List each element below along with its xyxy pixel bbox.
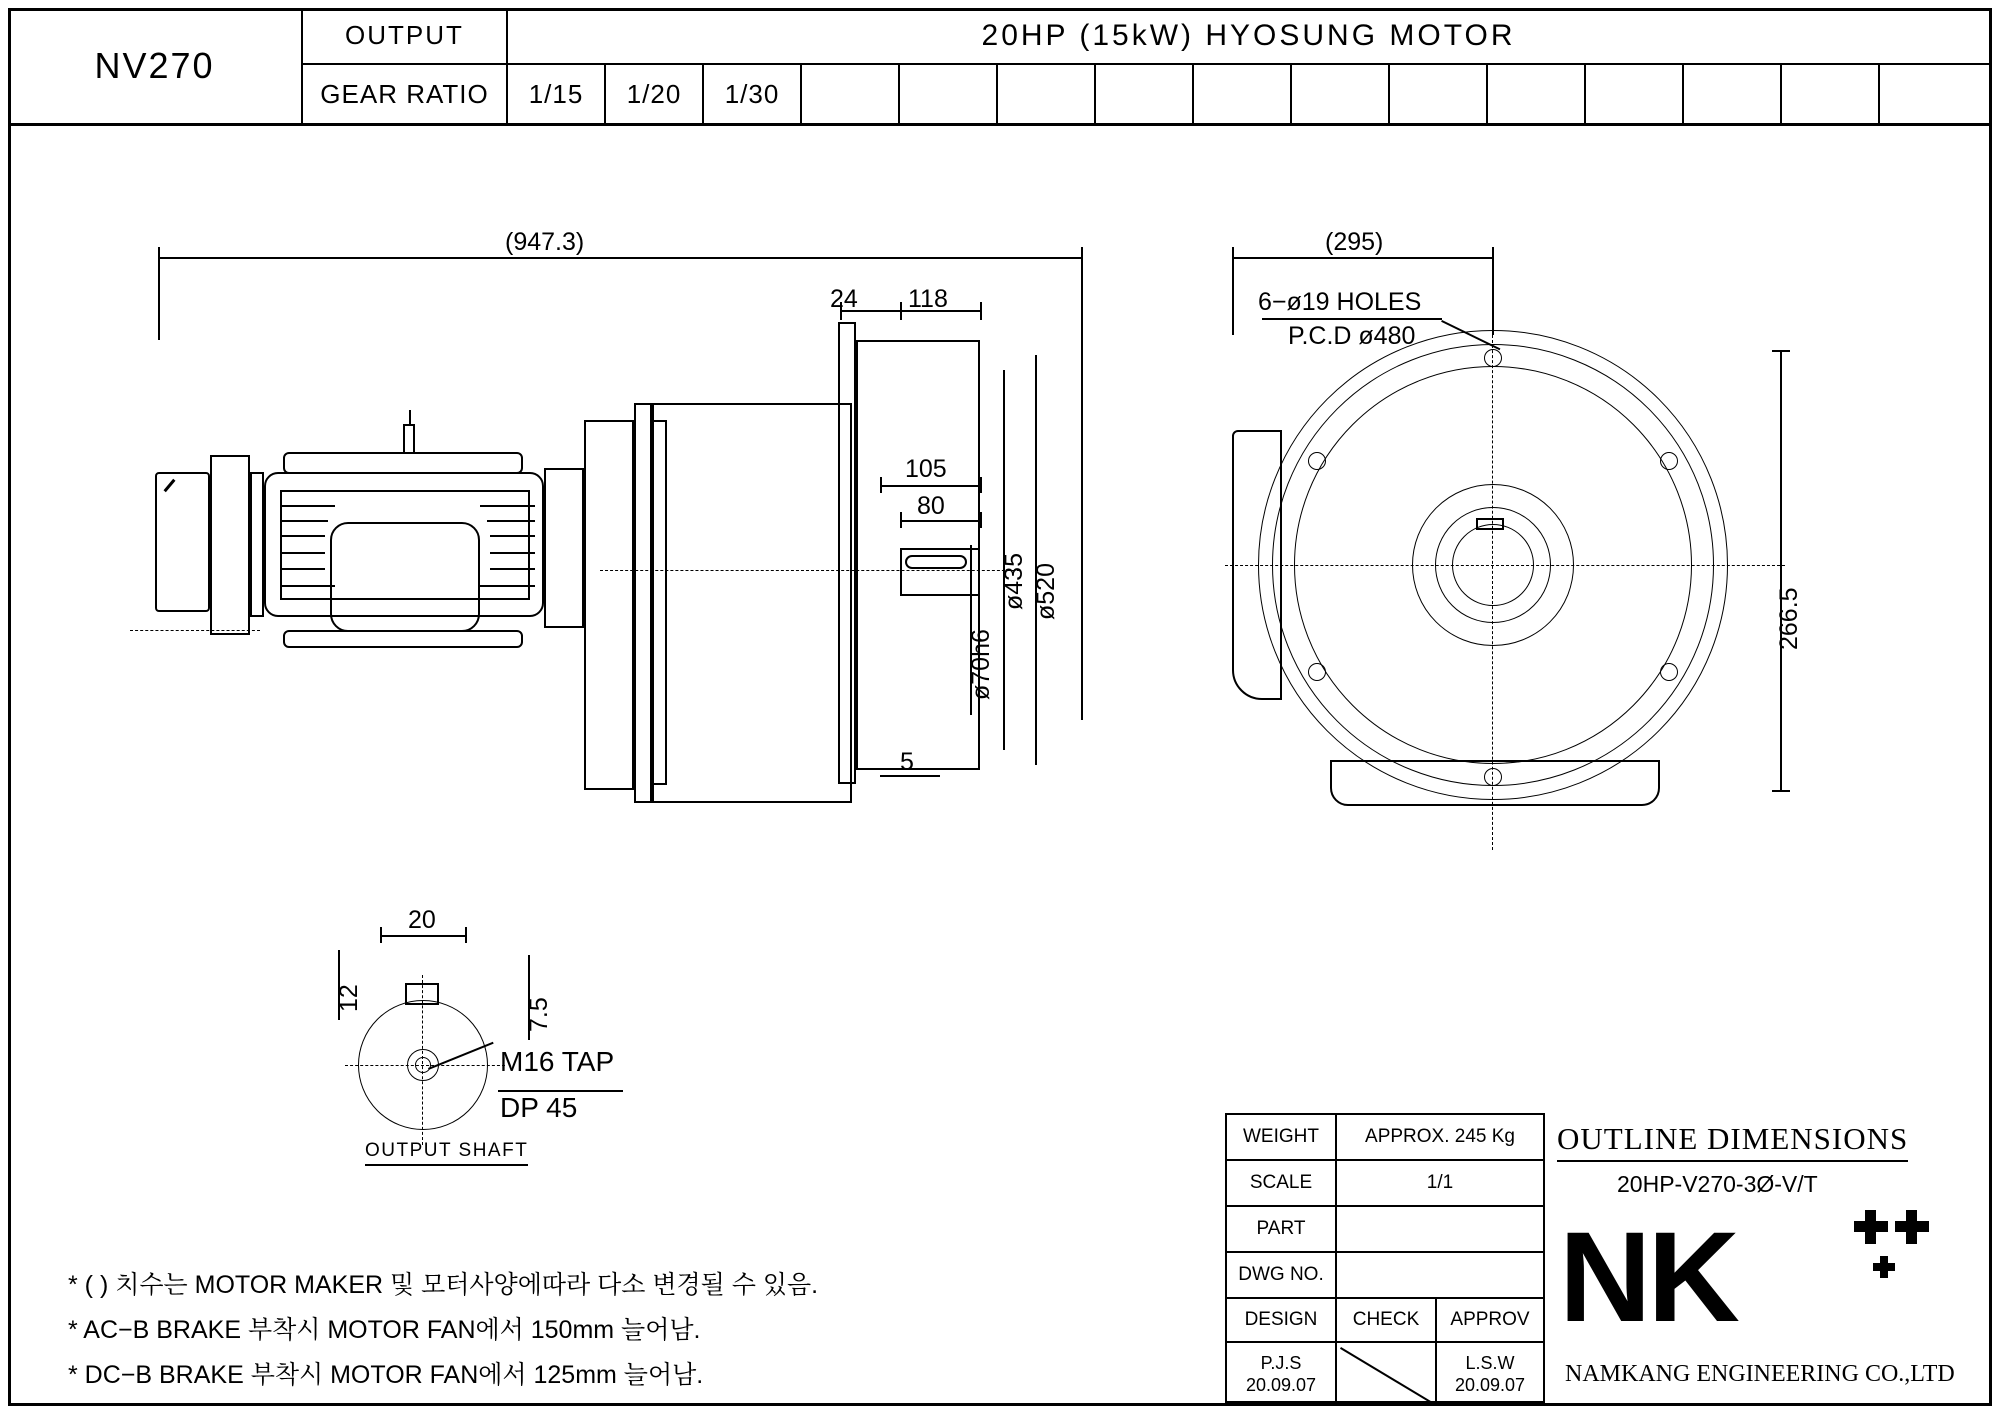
approv-date: 20.09.07 [1454,1375,1526,1395]
design-header: DESIGN [1227,1299,1337,1341]
note-1: * ( ) 치수는 MOTOR MAKER 및 모터사양에따라 다소 변경될 수 있음. [68,1271,819,1299]
tap-label-line1: M16 TAP [500,1046,615,1077]
output-label: OUTPUT [303,8,508,65]
design-date: 20.09.07 [1245,1375,1317,1395]
bolt-hole-6 [1308,452,1326,470]
gear-ratio-cell-2: 1/20 [606,65,704,123]
dim-80: 80 [917,492,945,520]
part-label: PART [1227,1207,1337,1251]
gear-ratio-cell-5 [900,65,998,123]
dim-5: 5 [900,748,914,776]
ext-line-overall-left [158,265,160,340]
cable-stub [409,410,411,426]
dim-tick-266-bot [1772,790,1790,792]
pcd-note: P.C.D ø480 [1288,322,1416,350]
motor-end-bracket-left [210,455,250,635]
cable-gland [403,424,415,454]
dim-tick-20-r [465,927,467,943]
dim-line-520 [1035,355,1037,765]
dim-105: 105 [905,455,947,483]
signature-header-row [1227,1299,1543,1343]
motor-end-ring [250,472,264,617]
dim-tick-266-top [1772,350,1790,352]
gear-ratio-cell-7 [1096,65,1194,123]
note-3: * DC−B BRAKE 부착시 MOTOR FAN에서 125mm 늘어남. [68,1361,704,1389]
gear-ratio-cell-15 [1880,65,1989,123]
gearbox-base-foot [1330,760,1660,806]
table-row [1227,1253,1543,1299]
motor-fin-7 [480,505,535,507]
table-row [1227,1115,1543,1161]
dim-266-5: 266.5 [1775,587,1803,650]
info-table [1225,1113,1545,1403]
dim-70h6: ø70h6 [967,629,995,700]
overall-length-dim: (947.3) [505,228,585,256]
gearbox-adapter [584,420,634,790]
gear-ratio-cell-8 [1194,65,1292,123]
dim-12: 12 [335,984,363,1012]
gear-ratio-cell-4 [802,65,900,123]
dim-520: ø520 [1032,563,1060,620]
motor-foot [283,630,523,648]
motor-fin-4 [280,552,325,554]
motor-fin-2 [280,520,328,522]
check-header: CHECK [1337,1299,1437,1341]
scale-value: 1/1 [1426,1172,1454,1193]
gear-ratio-cell-14 [1782,65,1880,123]
check-signature [1337,1343,1437,1405]
revision-info-block [1225,1113,1985,1403]
weight-value: APPROX. 245 Kg [1365,1126,1515,1147]
ext-295-l [1232,265,1234,335]
output-flange [838,322,856,784]
tap-label-line2: DP 45 [500,1092,578,1123]
dim-tick-left [158,247,160,267]
terminal-box [283,452,523,474]
motor-adapter-flange [544,468,584,628]
shaft-detail-centerline-h [345,1065,505,1066]
gear-ratio-cell-6 [998,65,1096,123]
scale-label: SCALE [1227,1161,1337,1205]
motor-fin-6 [280,585,335,587]
motor-fin-5 [280,568,325,570]
gear-ratio-cell-10 [1390,65,1488,123]
motor-fin-3 [280,535,325,537]
dim-line-overall [158,257,1083,259]
part-value [1337,1207,1543,1251]
centerline-shaft [600,570,1020,571]
dim-435: ø435 [1000,553,1028,610]
ext-line-overall-right [1081,265,1083,720]
keyway-slot [1476,518,1504,530]
ext-295-r [1492,265,1494,335]
gear-ratio-cell-9 [1292,65,1390,123]
dim-line-20 [380,935,465,937]
gearbox-housing [652,403,852,803]
note-2: * AC−B BRAKE 부착시 MOTOR FAN에서 150mm 늘어남. [68,1316,701,1344]
design-name: P.J.S [1260,1352,1302,1373]
signature-value-row [1227,1343,1543,1405]
table-row [1227,1161,1543,1207]
gear-ratio-cell-11 [1488,65,1586,123]
approv-header: APPROV [1450,1309,1530,1330]
logo-plus-1-v [1865,1210,1876,1244]
dim-tick-20-l [380,927,382,943]
motor-fin-12 [480,585,535,587]
approv-signature [1437,1343,1543,1405]
gear-ratio-label: GEAR RATIO [303,65,508,123]
dim-line-295 [1232,257,1492,259]
dim-118: 118 [908,285,948,313]
gear-ratio-cell-1: 1/15 [508,65,606,123]
bolt-hole-1 [1484,349,1502,367]
motor-nameplate [330,522,480,632]
dim-line-266 [1780,350,1782,790]
centerline-left [130,630,260,631]
table-row [1227,1207,1543,1253]
motor-title: 20HP (15kW) HYOSUNG MOTOR [508,8,1989,65]
gear-ratio-cell-13 [1684,65,1782,123]
hole-count-note: 6−ø19 HOLES [1258,288,1422,316]
motor-fin-9 [490,535,535,537]
bolt-hole-5 [1308,663,1326,681]
bolt-hole-3 [1660,663,1678,681]
shaft-keyway [905,555,967,569]
dim-295: (295) [1325,228,1384,256]
design-signature [1227,1343,1337,1405]
drawing-subtitle: 20HP-V270-3Ø-V/T [1617,1171,1818,1197]
gear-ratio-cell-12 [1586,65,1684,123]
dim-tick-105-r [980,477,982,493]
motor-fan-cover [155,472,210,612]
motor-fin-10 [490,552,535,554]
check-slash [1340,1347,1437,1405]
dim-tick-295-r [1492,247,1494,267]
hole-note-underline [1262,318,1442,320]
dim-tick-24-r [900,302,902,320]
company-block [1547,1113,1985,1403]
gear-ratio-cell-3: 1/30 [704,65,802,123]
dwg-no-label: DWG NO. [1227,1253,1337,1297]
gearbox-housing-rib [652,420,667,785]
logo-plus-2-v [1906,1210,1917,1244]
dim-tick-295-l [1232,247,1234,267]
dim-tick-118-r [980,302,982,320]
dim-tick-right [1081,247,1083,267]
bolt-hole-2 [1660,452,1678,470]
logo-plus-3-v [1880,1256,1888,1278]
motor-fin-11 [490,568,535,570]
dim-tick-80-r [980,512,982,528]
dim-7-5: 7.5 [525,997,553,1032]
dwg-no-value [1337,1253,1543,1297]
title-block [8,8,1992,126]
flange-centerline-v [1492,330,1493,850]
gearbox-flange-ring [634,403,652,803]
motor-fin-8 [487,520,535,522]
model-number: NV270 [8,8,303,123]
shaft-detail-centerline-v [422,975,423,1145]
company-name: NAMKANG ENGINEERING CO.,LTD [1565,1361,1955,1387]
dim-24: 24 [830,285,858,313]
weight-label: WEIGHT [1227,1115,1337,1159]
motor-fin-1 [280,505,335,507]
drawing-title: OUTLINE DIMENSIONS [1557,1121,1908,1162]
nk-logo-text: NK [1559,1206,1736,1349]
approv-name: L.S.W [1465,1352,1515,1373]
dim-20: 20 [408,906,436,934]
flange-centerline-h [1225,565,1785,566]
output-shaft-caption: OUTPUT SHAFT [365,1140,528,1166]
